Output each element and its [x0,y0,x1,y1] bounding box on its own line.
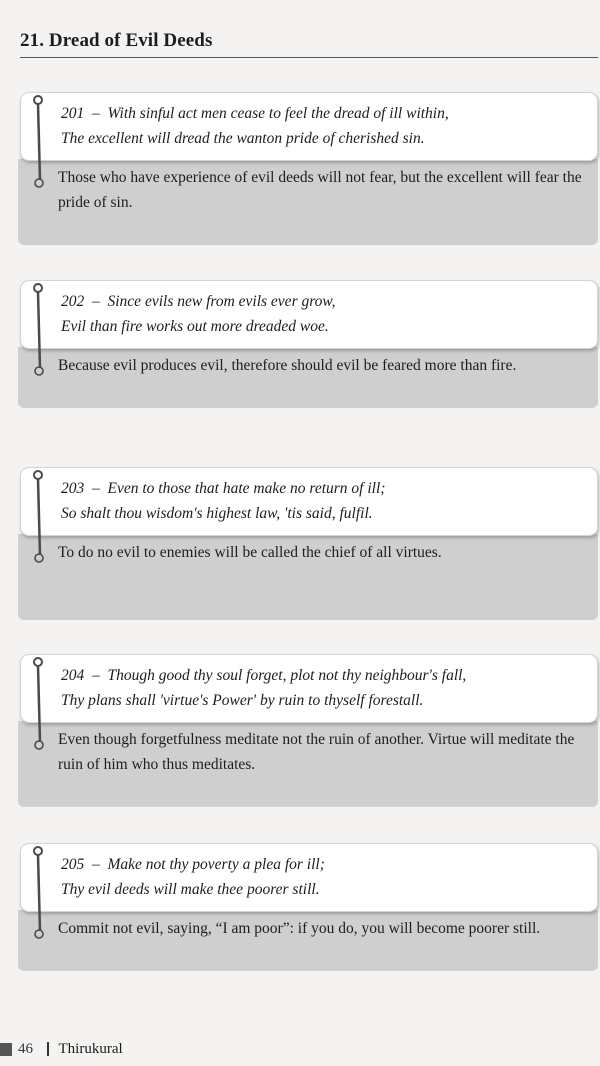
verse-line-1: Since evils new from evils ever grow, [107,293,336,310]
kural-card [18,843,598,971]
page-number: 46 [18,1040,33,1057]
footer-square-icon [0,1043,12,1056]
meaning-text: Those who have experience of evil deeds will not fear, but the excellent will fear the pride of sin. [58,169,582,211]
meaning-text: Because evil produces evil, therefore should evil be feared more than fire. [58,357,517,374]
pin-icon [26,92,50,202]
verse-line-1: Make not thy poverty a plea for ill; [107,856,325,873]
pin-icon [26,843,50,953]
kural-number: 202 [61,293,85,310]
verse-line-1: Even to those that hate make no return of ill; [107,480,386,497]
verse-box: 202 – Since evils new from evils ever grow, Evil than fire works out more dreaded woe. [20,280,598,349]
kural-card [18,92,598,245]
verse-box: 204 – Though good thy soul forget, plot not thy neighbour's fall, Thy plans shall 'virtue's Power' by ruin to thyself forestall. [20,654,598,723]
meaning-text: Even though forgetfulness meditate not the ruin of another. Virtue will meditate the ruin of him who thus meditates. [58,731,575,773]
verse-line-2: The excellent will dread the wanton pride of cherished sin. [61,130,425,147]
page-footer [0,1039,123,1059]
kural-number: 204 [61,667,85,684]
meaning-box [18,159,598,245]
verse-box: 201 – With sinful act men cease to feel the dread of ill within, The excellent will dread the wanton pride of cherished sin. [20,92,598,161]
pin-icon [26,654,50,764]
pin-icon [26,467,50,577]
kural-card [18,280,598,408]
verse-line-1: With sinful act men cease to feel the dread of ill within, [107,105,449,122]
verse-line-1: Though good thy soul forget, plot not thy neighbour's fall, [107,667,467,684]
kural-card [18,654,598,807]
meaning-text: Commit not evil, saying, “I am poor”: if you do, you will become poorer still. [58,920,541,937]
meaning-box [18,721,598,807]
verse-line-2: So shalt thou wisdom's highest law, 'tis said, fulfil. [61,505,373,522]
meaning-text: To do no evil to enemies will be called the chief of all virtues. [58,544,442,561]
kural-number: 201 [61,105,85,122]
verse-line-2: Thy plans shall 'virtue's Power' by ruin to thyself forestall. [61,692,424,709]
chapter-heading [20,30,598,58]
book-title: Thirukural [58,1040,123,1057]
meaning-box [18,534,598,620]
kural-number: 205 [61,856,85,873]
verse-line-2: Thy evil deeds will make thee poorer still. [61,881,320,898]
meaning-box [18,347,598,408]
footer-divider [47,1042,49,1056]
verse-line-2: Evil than fire works out more dreaded woe. [61,318,329,335]
verse-box: 205 – Make not thy poverty a plea for ill; Thy evil deeds will make thee poorer still. [20,843,598,912]
kural-card [18,467,598,620]
pin-icon [26,280,50,390]
verse-box: 203 – Even to those that hate make no return of ill; So shalt thou wisdom's highest law, 'tis said, fulfil. [20,467,598,536]
chapter-title: 21. Dread of Evil Deeds [20,30,213,51]
kural-number: 203 [61,480,85,497]
meaning-box [18,910,598,971]
